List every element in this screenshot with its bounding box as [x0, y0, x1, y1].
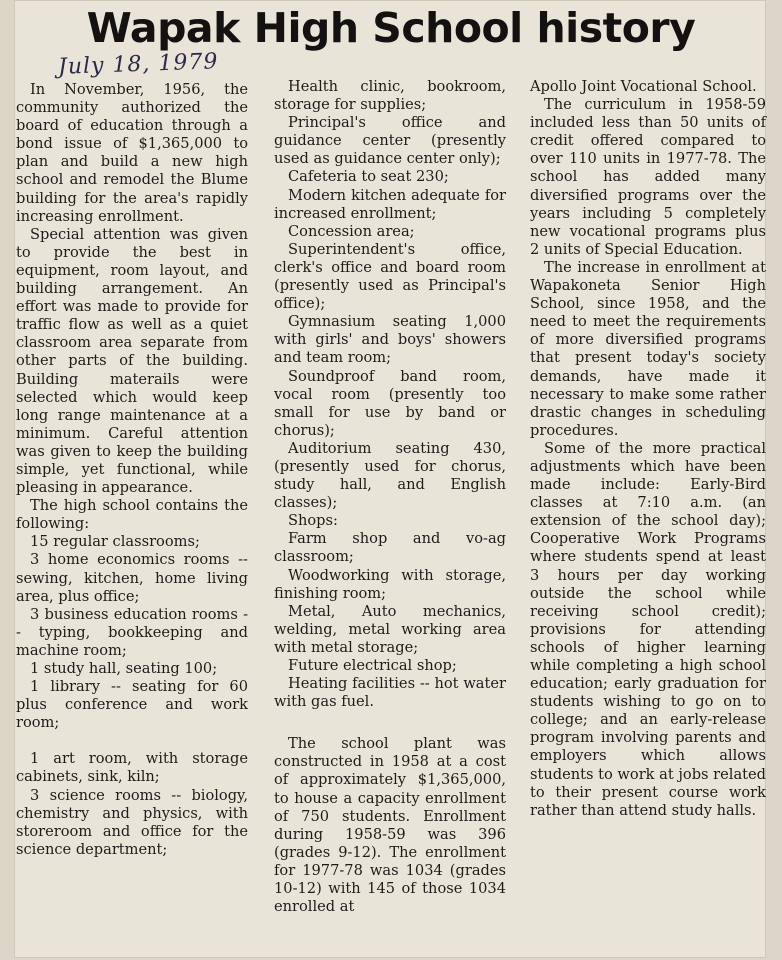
- list-item: 15 regular classrooms;: [30, 533, 200, 551]
- list-item: Heating facilities -- hot water with gas fuel.: [274, 675, 506, 711]
- article-column-1: [16, 81, 248, 859]
- list-item: 3 business education rooms -- typing, bookkeeping and machine room;: [16, 605, 248, 659]
- list-item: Future electrical shop;: [288, 657, 457, 674]
- list-item: Gymnasium seating 1,000 with girls' and boys' showers and team room;: [274, 313, 506, 367]
- list-item: Modern kitchen adequate for increased enrollment;: [274, 186, 506, 222]
- headline: Wapak High School history: [86, 4, 696, 52]
- paragraph: The curriculum in 1958-59 included less than 50 units of credit offered compared to over 110 units in 1977-78. The school has added many diversified programs over the years including 5 completely new vocational programs plus 2 units of Special Education.: [530, 96, 766, 258]
- article-column-2: [274, 78, 506, 916]
- list-item: 3 science rooms -- biology, chemistry and physics, with storeroom and office for the science department;: [16, 786, 248, 858]
- list-item: Farm shop and vo-ag classroom;: [274, 530, 506, 566]
- list-item: Woodworking with storage, finishing room;: [274, 566, 506, 602]
- list-item: 1 library -- seating for 60 plus conference and work room;: [16, 678, 248, 732]
- list-item: Metal, Auto mechanics, welding, metal working area with metal storage;: [274, 602, 506, 656]
- list-item: Concession area;: [288, 222, 415, 240]
- paragraph: Special attention was given to provide the best in equipment, room layout, and building arrangement. An effort was made to provide for traffic flow as well as a quiet classroom area separate from other parts of the building. Building materails were selected which would keep long range maintenance at a minimum. Careful attention was given to keep the building simple, yet functional, while pleasing in appearance.: [16, 225, 248, 497]
- paragraph: In November, 1956, the community authorized the board of education through a bond issue of $1,365,000 to plan and build a new high school and remodel the Blume building for the area's rapidly increasing enrollment.: [16, 81, 248, 225]
- list-item: 1 study hall, seating 100;: [30, 660, 218, 677]
- list-item: 1 art room, with storage cabinets, sink, kiln;: [16, 750, 248, 786]
- paragraph: The increase in enrollment at Wapakoneta Senior High School, since 1958, and the need to meet the requirements of more diversified programs that present today's society demands, have made it necessary to make some rather drastic changes in scheduling procedures.: [530, 258, 766, 439]
- list-item: Soundproof band room, vocal room (presently too small for use by band or chorus);: [274, 367, 506, 439]
- list-item: Principal's office and guidance center (presently used as guidance center only);: [274, 114, 506, 168]
- paragraph: Some of the more practical adjustments which have been made include: Early-Bird classes at 7:10 a.m. (an extension of the school day); Cooperative Work Programs where students spend at least 3 hours per day working outside the school while receiving school credit); provisions for attending schools of higher learning while completing a high school education; early graduation for students wishing to go on to college; and an early-release program involving parents and employers which allows students to work at jobs related to their present course work rather than attend study halls.: [530, 439, 766, 819]
- list-item: Cafeteria to seat 230;: [288, 168, 449, 186]
- list-item: Superintendent's office, clerk's office and board room (presently used as Principal's office);: [274, 240, 506, 313]
- paragraph: The high school contains the following:: [16, 497, 248, 533]
- handwritten-date: July 18, 1979: [57, 49, 219, 80]
- list-item: Shops:: [288, 512, 338, 530]
- list-item: Auditorium seating 430, (presently used for chorus, study hall, and English classes);: [274, 439, 506, 512]
- list-item: Health clinic, bookroom, storage for supplies;: [274, 78, 506, 114]
- paragraph: The school plant was constructed in 1958 at a cost of approximately $1,365,000, to house a capacity enrollment of 750 students. Enrollment during 1958-59 was 396 (grades 9-12). The enrollment for 1977-78 was 1034 (grades 10-12) with 145 of those 1034 enrolled at: [274, 735, 506, 916]
- paragraph: Apollo Joint Vocational School.: [530, 78, 757, 95]
- list-item: 3 home economics rooms -- sewing, kitchen, home living area, plus office;: [16, 551, 248, 605]
- article-column-3: [530, 78, 766, 820]
